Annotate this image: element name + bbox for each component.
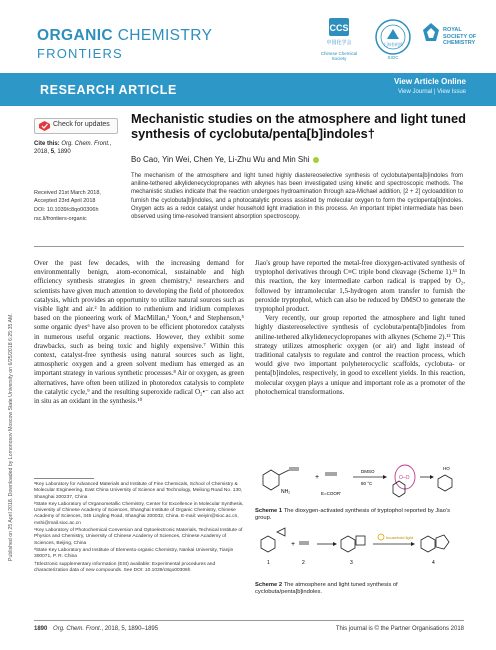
scheme2-caption	[255, 582, 465, 596]
footer-citation	[34, 626, 158, 632]
svg-text:+: +	[291, 541, 296, 548]
journal-title-word1: ORGANIC	[37, 27, 113, 44]
footer-journal: Org. Chem. Front.	[53, 626, 102, 632]
scheme1-reagent: DMSO	[361, 469, 375, 474]
check-updates-label: Check for updates	[53, 121, 110, 128]
paragraph: Over the past few decades, with the increasing demand for environmentally benign, atom-economical, sustainable and high efficiency synthesis strategies in green chemistry,¹ researchers and scientists have given much attention to developing the field of photoredox catalysis, which provides an opportunity to utilize natural sources such as visible light and air.² In addition to ruthenium and iridium complexes based on the pioneering work of MacMillan,³ Yoon,⁴ and Stephenson,⁵ some organic dyes⁶ have also proven to be efficient photoredox catalysts in numerous useful organic reactions. However, they exhibit some drawbacks, such as being toxic and highly expensive.⁷ Within this context, catalyst-free synthesis using natural sources such as light, atmospheric oxygen and a green solvent medium has emerged as an important strategy in various synthetic processes.⁸ Air or oxygen, as green alternatives, have often been utilized in photoredox catalysis to complete the catalytic cycle,⁹ and the resulting superoxide radical O₂•⁻ can also act in situ as an oxidant in the synthesis.¹⁰	[34, 259, 244, 406]
footnote: ᵃKey Laboratory for Advanced Materials and Institute of Fine Chemicals, School of Chemistry & Molecular Engineering, East China University of Science and Technology, Meilong Road No. 130, Shanghai 200237, China	[34, 482, 243, 500]
journal-issue-links[interactable]: View Journal | View Issue	[397, 89, 466, 95]
cite-volume: 5	[50, 149, 55, 155]
light-label: household light	[386, 535, 413, 540]
cite-year: , 2018,	[34, 141, 112, 155]
scheme1-temperature: 80 °C	[361, 481, 373, 486]
footnote: ᶜKey Laboratory of Photochemical Conversion and Optoelectronic Materials, Technical Institute of Physics and Chemistry, University of Chinese Academy of Sciences, Chinese Academy of Sciences, Beijing, China	[34, 528, 243, 546]
doi[interactable]: DOI: 10.1039/c8qo00306h	[34, 207, 99, 213]
sioc-caption: SIOC	[387, 55, 399, 60]
ccs-hanzi: 中国化学会	[326, 40, 352, 46]
ester-label: E=COOR'	[321, 491, 341, 496]
footer-page: 1890	[34, 626, 48, 632]
footnote: †Electronic supplementary information (ESI) available: Experimental procedures and characterization data of new compounds. See DOI: 10.1039/c8qo00306h	[34, 561, 216, 573]
paragraph: Jiao's group have reported the metal-free dioxygen-activated synthesis of tryptophol derivatives through C≡C triple bond cleavage (Scheme 1).¹¹ In this reaction, the key intermediate carbon radical is trapped by O₂, followed by intramolecular 1,5-hydrogen atom transfer to furnish the peroxide tryptophol, which can also be reduced by DMSO to generate the tryptophol product.	[255, 259, 465, 314]
received-date: Received 21st March 2018,	[34, 190, 101, 196]
article-type: RESEARCH ARTICLE	[40, 83, 177, 97]
authors-text: Bo Cao, Yin Wei, Chen Ye, Li-Zhu Wu and Min Shi	[131, 155, 310, 164]
body-column-left	[34, 259, 244, 406]
download-note-text: Published on 25 April 2018. Downloaded by Lomonosov Moscow State University on 6/25/2018 6:25:35 AM.	[8, 313, 14, 561]
ccs-caption: Chinese Chemical Society	[320, 51, 358, 61]
crossmark-icon	[39, 121, 50, 131]
journal-title[interactable]	[37, 27, 212, 45]
paragraph: Very recently, our group reported the atmosphere and light tuned highly diastereoselective synthesis of cyclobuta/penta[b]indoles from aniline-tethered alkylidenecyclopropanes with alkynes (Scheme 2).¹² This strategy utilizes atmospheric oxygen (or air) and light instead of traditional catalysts to regulate and control the reaction process, which would give two important polyheterocyclic scaffolds, cyclobuta- or penta[b]indoles, respectively, in good to excellent yields. In this reaction, molecular oxygen plays a unique and important role as a promoter of the photochemical transformations.	[255, 314, 465, 396]
scheme1-label: Scheme 1	[255, 508, 283, 514]
article-title: Mechanistic studies on the atmosphere and light tuned synthesis of cyclobuta/penta[b]indoles†	[131, 111, 466, 141]
svg-text:NH₂: NH₂	[281, 489, 291, 495]
affiliations	[34, 482, 246, 575]
header-divider	[34, 246, 464, 247]
svg-text:CCS: CCS	[329, 23, 349, 33]
footer-volume: , 2018, 5, 1890–1895	[101, 626, 159, 632]
accepted-date: Accepted 23rd April 2018	[34, 198, 96, 204]
article-dates	[34, 189, 126, 223]
footnote-divider	[34, 478, 94, 479]
scheme1-caption	[255, 508, 465, 522]
journal-subtitle: FRONTIERS	[37, 46, 123, 61]
scheme2-caption-text: The atmosphere and light tuned synthesis of cyclobuta/penta[b]indoles.	[255, 582, 398, 595]
svg-text:O–O: O–O	[399, 475, 410, 481]
scheme2-label: Scheme 2	[255, 582, 283, 588]
scheme1-figure	[255, 455, 465, 505]
svg-text:+: +	[315, 474, 320, 481]
cite-label: Cite this:	[34, 141, 60, 147]
check-updates-button[interactable]	[34, 118, 118, 134]
compound-number: 4	[432, 560, 435, 566]
scheme2-figure	[255, 522, 465, 580]
compound-number: 1	[267, 560, 270, 566]
rsc-caption: ROYAL SOCIETY OF CHEMISTRY	[443, 27, 477, 46]
citation	[34, 140, 124, 156]
rsc-logo	[421, 21, 441, 49]
journal-url[interactable]: rsc.li/frontiers-organic	[34, 216, 87, 222]
orcid-icon[interactable]	[313, 157, 319, 163]
svg-text:HO: HO	[443, 466, 450, 471]
view-online-link[interactable]: View Article Online	[393, 77, 466, 86]
publisher-logos	[317, 17, 477, 65]
journal-title-word2: CHEMISTRY	[117, 27, 213, 44]
download-note	[4, 95, 16, 565]
compound-number: 2	[302, 560, 305, 566]
body-column-right	[255, 259, 465, 397]
footer-copyright: This journal is © the Partner Organisations 2018	[335, 626, 464, 632]
footnote: ᵇState Key Laboratory of Organometallic Chemistry, Center for Excellence in Molecular Synthesis, University of Chinese Academy of Sciences, Shanghai Institute of Organic Chemistry, Chinese Academy of Sciences, 345 Lingling Road, Shanghai 200032, China. E-mail: weiyin@sioc.ac.cn, mshi@mail.sioc.ac.cn	[34, 501, 244, 526]
cite-journal: Org. Chem. Front.	[61, 141, 110, 147]
compound-number: 3	[350, 560, 353, 566]
footnote: ᵈState Key Laboratory and Institute of Elemento-organic Chemistry, Nankai University, Tianjin 300071, P. R. China	[34, 547, 234, 560]
cite-pages: , 1890	[54, 149, 71, 155]
scheme1-caption-text: The dioxygen-activated synthesis of tryptophol reported by Jiao's group.	[255, 508, 451, 521]
footer-divider	[34, 620, 464, 621]
sioc-hanzi: 上海有机所	[383, 42, 403, 47]
author-list	[131, 155, 320, 164]
abstract: The mechanism of the atmosphere and light tuned highly diastereoselective synthesis of cyclobuta/penta[b]indoles from aniline-tethered alkylidenecyclopropanes with alkynes has been investigated using kinetic and spectroscopic methods. The mechanistic studies indicate that the reaction undergoes hydroamination through aza-Michael addition, [2 + 2] cycloaddition to furnish the cyclobuta[b]indoles, and a photocatalytic process assisted by molecular oxygen to form the cyclopenta[b]indoles. Oxygen acts as a redox catalyst under household light irradiation in this process. An important triplet intermediate has been observed using time-resolved transient absorption spectroscopy.	[131, 173, 463, 221]
